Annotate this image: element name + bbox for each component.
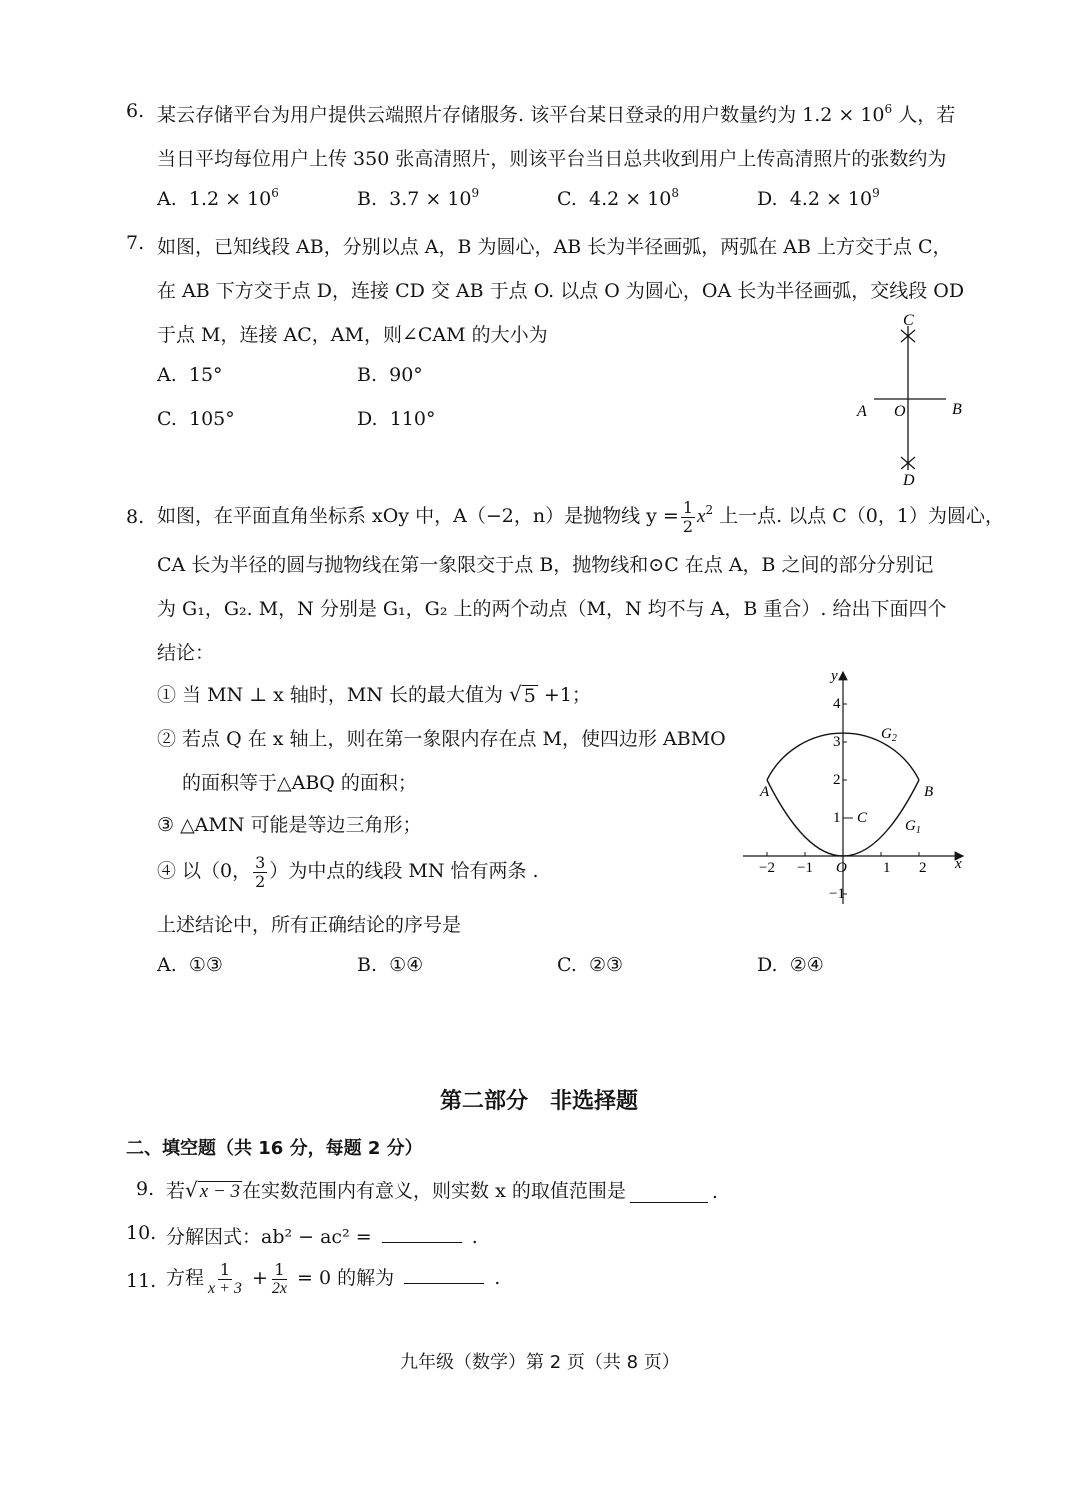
q6-option-c-value: 4.2 × 10 <box>589 188 672 210</box>
q9-answer-blank[interactable] <box>630 1201 708 1203</box>
q9-radicand: x − 3 <box>199 1181 241 1203</box>
q6-option-c[interactable] <box>557 188 679 210</box>
q8-option-b[interactable] <box>357 954 423 976</box>
q6-option-b[interactable] <box>357 188 479 210</box>
q8-conclusion-3: ③ △AMN 可能是等边三角形； <box>157 814 422 836</box>
q6-option-b-value: 3.7 × 10 <box>389 188 472 210</box>
q8-line3: 为 G₁，G₂. M，N 分别是 G₁，G₂ 上的两个动点（M，N 均不与 A，B 重合）. 给出下面四个 <box>157 598 947 620</box>
q7-option-b-label: B. <box>357 364 378 386</box>
q7-label-b: B <box>952 401 962 418</box>
q8-y-tick-label: 1 <box>833 810 841 826</box>
q8-conclusion-2-line1: ② 若点 Q 在 x 轴上，则在第一象限内存在点 M，使四边形 ABMO <box>157 728 726 750</box>
q8-x-tick-label: 1 <box>883 860 891 876</box>
q11-fraction-2-den: 2x <box>271 1279 287 1297</box>
q8-axis-label-y: y <box>831 668 838 684</box>
q6-option-c-label: C. <box>557 188 577 210</box>
q11-fraction-2-num: 1 <box>274 1259 285 1279</box>
q7-option-c-value: 105° <box>189 408 235 430</box>
q11-number: 11. <box>126 1270 157 1292</box>
q7-option-b[interactable] <box>357 364 423 386</box>
q8-conclusion-1-a: ① 当 MN ⊥ x 轴时，MN 长的最大值为 <box>157 684 510 706</box>
q8-line2: CA 长为半径的圆与抛物线在第一象限交于点 B，抛物线和⊙C 在点 A，B 之间的部分分别记 <box>157 554 934 576</box>
q10-number: 10. <box>126 1222 157 1244</box>
q11-plus: + <box>251 1267 268 1289</box>
q6-option-d-label: D. <box>757 188 778 210</box>
part2-section: 二、填空题（共 16 分，每题 2 分） <box>126 1138 423 1159</box>
q8-fraction-three-halves <box>253 852 267 891</box>
q11-end: . <box>494 1267 501 1289</box>
q8-fraction-num: 1 <box>682 497 693 517</box>
q8-origin-label: O <box>836 860 847 876</box>
q8-conclusion-2-line2: 的面积等于△ABQ 的面积； <box>182 772 417 794</box>
q8-summary: 上述结论中，所有正确结论的序号是 <box>157 914 462 936</box>
q8-option-d-label: D. <box>757 954 778 976</box>
q8-axis-label-x: x <box>955 856 962 872</box>
q7-label-o: O <box>894 403 906 420</box>
q8-conclusion-1 <box>157 680 591 707</box>
q8-line1-exp: 2 <box>705 503 714 517</box>
q7-option-a-value: 15° <box>188 364 223 386</box>
q6-line1-text: 某云存储平台为用户提供云端照片存储服务. 该平台某日登录的用户数量约为 1.2 × 10 <box>157 104 885 126</box>
q6-line1 <box>157 100 955 127</box>
q8-line1-a: 如图，在平面直角坐标系 xOy 中，A（−2，n）是抛物线 y = <box>157 505 679 527</box>
q10-pre: 分解因式：ab² − ac² = <box>166 1226 372 1248</box>
q6-line1-exp: 6 <box>884 102 893 116</box>
q7-option-d-label: D. <box>357 408 378 430</box>
q7-label-c: C <box>903 312 914 329</box>
q6-option-b-label: B. <box>357 188 378 210</box>
q9-end: . <box>711 1181 718 1203</box>
part2-title: 第二部分 非选择题 <box>440 1089 639 1114</box>
q8-label-g1: $G_1$ <box>905 818 921 836</box>
q8-y-tick-label: −1 <box>829 886 845 902</box>
q6-option-d-value: 4.2 × 10 <box>789 188 873 210</box>
q7-option-d[interactable] <box>357 408 435 430</box>
q8-sqrt-5: √ 5 <box>509 682 536 707</box>
q8-fraction-half <box>681 497 695 536</box>
q8-option-b-label: B. <box>357 954 378 976</box>
q11-answer-blank[interactable] <box>404 1282 484 1284</box>
q8-option-a-label: A. <box>157 954 177 976</box>
q9-line <box>166 1176 718 1203</box>
q8-fraction-3-den: 2 <box>255 871 266 891</box>
q7-label-a: A <box>857 403 867 420</box>
q8-conclusion-4-a: ④ 以（0， <box>157 860 252 882</box>
q8-label-g2: $G_2$ <box>881 726 897 744</box>
q8-sqrt-5-radicand: 5 <box>523 685 536 707</box>
q6-line1-tail: 人，若 <box>892 104 956 126</box>
q7-option-d-value: 110° <box>389 408 436 430</box>
q7-option-c-label: C. <box>157 408 177 430</box>
q8-x-tick-label: −1 <box>797 860 813 876</box>
q7-number: 7. <box>126 232 145 254</box>
q10-answer-blank[interactable] <box>382 1241 462 1243</box>
q8-figure <box>733 666 973 911</box>
q11-fraction-1-den: x + 3 <box>208 1279 242 1297</box>
q8-y-tick-label: 4 <box>833 696 841 712</box>
q11-pre: 方程 <box>166 1267 205 1289</box>
q8-x-tick-label: 2 <box>919 860 927 876</box>
q11-fraction-2 <box>270 1259 289 1297</box>
q6-option-d[interactable] <box>757 188 880 210</box>
q6-option-a-exp: 6 <box>271 186 279 200</box>
q6-option-a[interactable] <box>157 188 279 210</box>
q6-option-d-exp: 9 <box>872 186 880 200</box>
q8-label-c: C <box>857 810 868 826</box>
q7-figure <box>848 310 978 490</box>
q7-line3: 于点 M，连接 AC，AM，则∠CAM 的大小为 <box>157 324 548 346</box>
q8-option-a[interactable] <box>157 954 223 976</box>
q6-option-a-value: 1.2 × 10 <box>188 188 272 210</box>
q9-number: 9. <box>136 1178 155 1200</box>
q7-line2: 在 AB 下方交于点 D，连接 CD 交 AB 于点 O. 以点 O 为圆心，OA 长为半径画弧，交线段 OD <box>157 280 965 302</box>
q8-conclusion-1-b: +1； <box>537 684 591 706</box>
q6-line2: 当日平均每位用户上传 350 张高清照片，则该平台当日总共收到用户上传高清照片的张数约为 <box>157 148 947 170</box>
q10-line <box>166 1222 478 1249</box>
q6-option-a-label: A. <box>157 188 177 210</box>
q8-label-b: B <box>924 784 934 800</box>
q8-number: 8. <box>126 506 145 528</box>
q8-conclusion-4 <box>157 852 539 890</box>
q6-option-c-exp: 8 <box>671 186 680 200</box>
q8-option-d-value: ②④ <box>789 954 824 976</box>
q8-option-c-value: ②③ <box>589 954 624 976</box>
q7-label-d: D <box>903 472 915 489</box>
q8-line1-c: 上一点. 以点 C（0，1）为圆心， <box>713 505 1004 527</box>
q11-line <box>166 1258 500 1298</box>
q11-fraction-1 <box>206 1259 244 1297</box>
q6-option-b-exp: 9 <box>471 186 480 200</box>
q8-line4: 结论： <box>157 642 215 664</box>
q8-option-a-value: ①③ <box>188 954 223 976</box>
q8-fraction-den: 2 <box>682 516 693 536</box>
q9-post: 在实数范围内有意义，则实数 x 的取值范围是 <box>242 1180 626 1202</box>
q6-number: 6. <box>126 100 145 122</box>
q8-option-d[interactable] <box>757 954 824 976</box>
q8-line1-x: x <box>697 506 706 527</box>
q7-option-a[interactable] <box>157 364 223 386</box>
q7-option-b-value: 90° <box>389 364 423 386</box>
q8-label-a: A <box>760 784 770 800</box>
q8-y-tick-label: 2 <box>833 772 841 788</box>
q8-line1 <box>157 498 1004 535</box>
q8-x-tick-label: −2 <box>759 860 775 876</box>
q10-end: . <box>471 1226 478 1248</box>
q8-conclusion-4-b: ）为中点的线段 MN 恰有两条 . <box>269 860 539 882</box>
q7-option-c[interactable] <box>157 408 235 430</box>
q7-option-a-label: A. <box>157 364 177 386</box>
q11-fraction-1-num: 1 <box>219 1259 231 1279</box>
q7-line1: 如图，已知线段 AB，分别以点 A，B 为圆心，AB 长为半径画弧，两弧在 AB 上方交于点 C， <box>157 236 952 258</box>
q9-pre: 若 <box>166 1180 186 1202</box>
q11-post: = 0 的解为 <box>297 1267 395 1289</box>
page-footer: 九年级（数学）第 2 页（共 8 页） <box>400 1352 680 1373</box>
q8-fraction-3-num: 3 <box>255 852 266 872</box>
q8-y-tick-label: 3 <box>833 734 841 750</box>
q9-sqrt: √ x − 3 <box>185 1178 241 1203</box>
q8-option-c-label: C. <box>557 954 577 976</box>
q8-option-c[interactable] <box>557 954 623 976</box>
q8-option-b-value: ①④ <box>389 954 424 976</box>
